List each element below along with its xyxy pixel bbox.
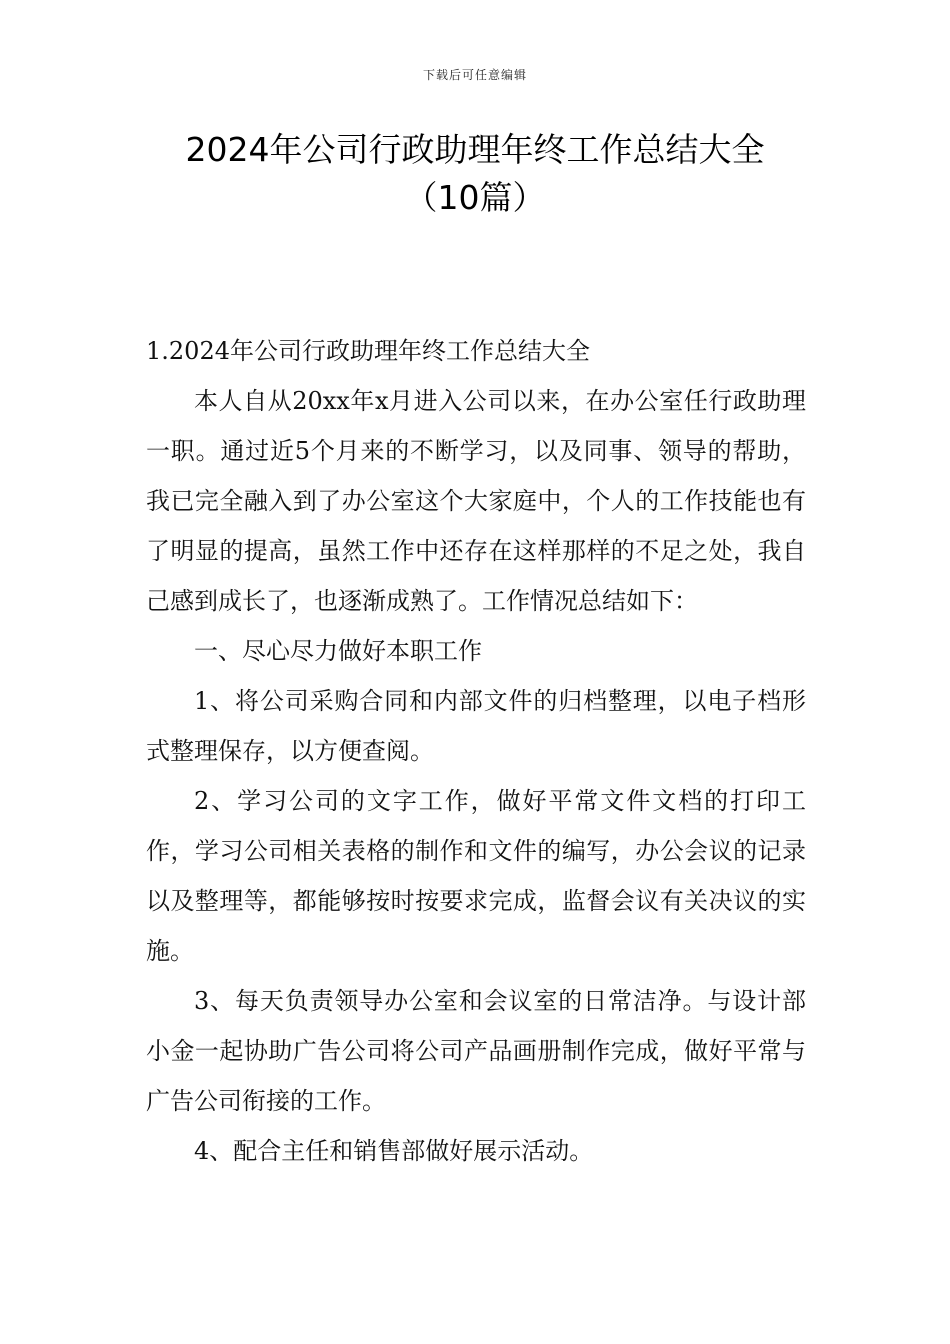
intro-paragraph: 本人自从20xx年x月进入公司以来，在办公室任行政助理一职。通过近5个月来的不断学习，以及同事、领导的帮助，我已完全融入到了办公室这个大家庭中，个人的工作技能也有了明显的提高，虽然工作中还存在这样那样的不足之处，我自己感到成长了，也逐渐成熟了。工作情况总结如下： (146, 387, 806, 615)
list-item-4: 4、配合主任和销售部做好展示活动。 (194, 1137, 594, 1165)
document-body (146, 326, 806, 1176)
document-title (120, 126, 830, 222)
list-item-2: 2、学习公司的文字工作，做好平常文件文档的打印工作，学习公司相关表格的制作和文件的编写，办公会议的记录以及整理等，都能够按时按要求完成，监督会议有关决议的实施。 (146, 787, 806, 965)
download-note: 下载后可任意编辑 (422, 68, 527, 82)
list-item-1: 1、将公司采购合同和内部文件的归档整理，以电子档形式整理保存，以方便查阅。 (146, 687, 806, 765)
title-line-2: （10篇） (404, 178, 546, 217)
list-item-3: 3、每天负责领导办公室和会议室的日常洁净。与设计部小金一起协助广告公司将公司产品画册制作完成，做好平常与广告公司衔接的工作。 (146, 987, 806, 1115)
subheading-duties: 一、尽心尽力做好本职工作 (194, 637, 482, 665)
section-heading: 1.2024年公司行政助理年终工作总结大全 (146, 337, 590, 365)
title-line-1: 2024年公司行政助理年终工作总结大全 (185, 130, 765, 169)
